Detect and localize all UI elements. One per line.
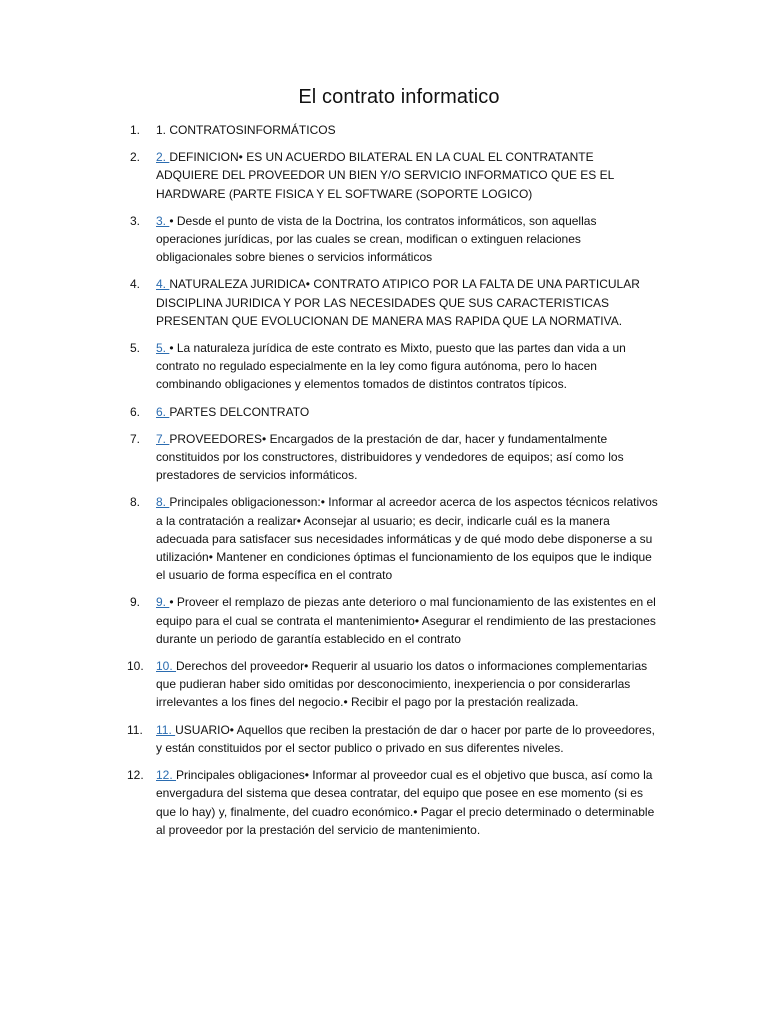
list-item-link[interactable]: 11. (156, 722, 176, 737)
list-item-text: NATURALEZA JURIDICA• CONTRATO ATIPICO POR LA FALTA DE UNA PARTICULAR DISCIPLINA JURIDICA Y POR LAS NECESIDADES QUE SUS CARACTERISTICAS PRESENTAN QUE EVOLUCIONAN DE MANERA MAS RAPIDA QUE LA NORMATIVA. (156, 277, 640, 328)
list-item-text: Principales obligacionesson:• Informar al acreedor acerca de los aspectos técnicos relativos a la contratación a realizar• Aconsejar al usuario; es decir, indicarle cuál es la manera adecuada para satisfacer sus necesidades informáticas y de qué modo debe disponerse a su utilización• Mantener en condiciones óptimas el funcionamiento de los equipos que le indique el usuario de forma específica en el contrato (156, 495, 658, 583)
list-item (130, 430, 658, 485)
list-item-number: 11. (127, 722, 143, 737)
list-item-link[interactable]: 3. (156, 213, 170, 228)
list-item-text: • Desde el punto de vista de la Doctrina, los contratos informáticos, son aquellas operaciones jurídicas, por las cuales se crean, modifican o extinguen relaciones obligacionales sobre bienes o servicios informáticos (156, 213, 597, 265)
list-item-content (156, 341, 626, 391)
list-item-number: 8. (130, 495, 141, 510)
list-item-text: DEFINICION• ES UN ACUERDO BILATERAL EN LA CUAL EL CONTRATANTE ADQUIERE DEL PROVEEDOR UN BIEN Y/O SERVICIO INFORMATICO QUE ES EL HARDWARE (PARTE FISICA Y EL SOFTWARE (SOPORTE LOGICO) (156, 150, 614, 201)
list-item-text: PARTES DELCONTRATO (169, 404, 310, 419)
list-item-link[interactable]: 10. (156, 659, 177, 674)
list-item-link[interactable]: 2. (156, 150, 170, 165)
list-item-link[interactable]: 12. (156, 768, 177, 783)
document-title: El contrato informatico (298, 86, 500, 108)
list-item-content (156, 595, 656, 645)
list-item-content (156, 432, 624, 482)
list-item-link[interactable]: 5. (156, 341, 170, 356)
list-item (130, 593, 658, 648)
list-item-number: 9. (130, 595, 141, 610)
list-item-number: 12. (127, 768, 144, 783)
list-item (130, 212, 658, 267)
list-item (130, 493, 658, 584)
list-item-text: USUARIO• Aquellos que reciben la prestación de dar o hacer por parte de lo proveedores, y están constituidos por el sector publico o privado en sus diferentes niveles. (156, 722, 655, 755)
list-item-link[interactable]: 4. (156, 277, 170, 292)
list-item-content (156, 405, 309, 419)
list-item-text: Principales obligaciones• Informar al proveedor cual es el objetivo que busca, así como la envergadura del sistema que desea contratar, del equipo que posee en ese momento (si es que lo hay) y, finalmente, del cuadro económico.• Pagar el precio determinado o determinable al proveedor por la prestación del servicio de mantenimiento. (156, 768, 655, 837)
list-item-content (156, 277, 640, 327)
list-item (130, 403, 658, 421)
list-item-number: 6. (130, 404, 141, 419)
list-item-link[interactable]: 8. (156, 495, 170, 510)
list-item-text: 1. CONTRATOSINFORMÁTICOS (156, 123, 336, 137)
list-item (127, 766, 658, 839)
list-item (130, 275, 658, 330)
list-item-number: 3. (130, 213, 141, 228)
list-item-text: PROVEEDORES• Encargados de la prestación de dar, hacer y fundamentalmente constituidos por los constructores, distribuidores y vendedores de equipos; así como los prestadores de servicios informáticos. (156, 431, 624, 483)
list-item (130, 121, 658, 139)
list-item-number: 2. (130, 150, 141, 165)
list-item-number: 10. (127, 659, 144, 674)
list-item-link[interactable]: 7. (156, 431, 170, 446)
list-item-text: • Proveer el remplazo de piezas ante deterioro o mal funcionamiento de las existentes en el equipo para el cual se contrata el mantenimiento• Asegurar el rendimiento de las prestaciones durante un periodo de garantía establecido en el contrato (156, 595, 656, 646)
numbered-list (127, 121, 658, 839)
list-item-number: 5. (130, 341, 141, 356)
list-item-content (156, 768, 654, 837)
list-item-text: • La naturaleza jurídica de este contrato es Mixto, puesto que las partes dan vida a un contrato no regulado especialmente en la ley como figura autónoma, pero lo hacen combinando obligaciones y elementos tomados de distintos contratos típicos. (156, 341, 626, 392)
list-item-content (156, 214, 596, 264)
list-item-link[interactable]: 9. (156, 595, 170, 610)
list-item (130, 148, 658, 203)
list-item-number: 4. (130, 277, 141, 292)
list-item (130, 339, 658, 394)
list-item (127, 657, 658, 712)
list-item-content (156, 123, 336, 137)
list-item-number: 1. (130, 123, 141, 137)
list-item-number: 7. (130, 431, 141, 446)
list-item-content (156, 150, 614, 200)
list-item-content (156, 495, 658, 582)
list-item-content (156, 659, 647, 709)
list-item-link[interactable]: 6. (156, 404, 170, 419)
list-item-text: Derechos del proveedor• Requerir al usuario los datos o informaciones complementarias que pudieran haber sido omitidas por desconocimiento, inexperiencia o por considerarlas irrelevantes a los fines del negocio.• Recibir el pago por la prestación realizada. (156, 659, 648, 710)
list-item-content (156, 723, 655, 755)
list-item (127, 721, 658, 757)
